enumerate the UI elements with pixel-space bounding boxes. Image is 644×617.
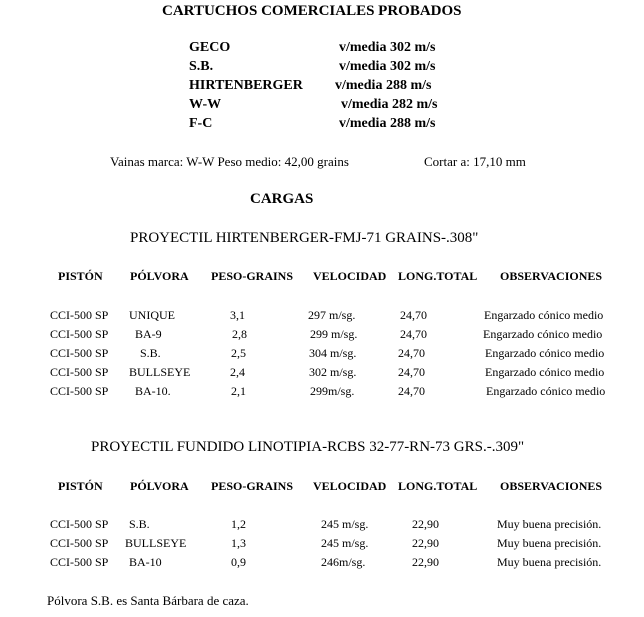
footnote: Pólvora S.B. es Santa Bárbara de caza. — [47, 593, 249, 608]
table-cell: Muy buena precisión. — [497, 536, 602, 550]
cartridge-speed: v/media 302 m/s — [339, 40, 436, 55]
table-cell: 2,1 — [231, 384, 246, 398]
table-cell: 1,2 — [231, 517, 246, 531]
table-cell: 299 m/sg. — [310, 327, 358, 341]
table-cell: BA-10 — [129, 555, 162, 569]
table-cell: CCI-500 SP — [50, 555, 109, 569]
cartridge-speed: v/media 282 m/s — [341, 97, 438, 112]
table-cell: BULLSEYE — [125, 536, 187, 550]
table-cell: Engarzado cónico medio — [485, 346, 605, 360]
header-piston: PISTÓN — [58, 479, 103, 493]
cartridge-speed: v/media 288 m/s — [339, 116, 436, 131]
table-cell: 24,70 — [398, 365, 425, 379]
header-observaciones: OBSERVACIONES — [500, 269, 603, 283]
table-cell: 24,70 — [400, 308, 427, 322]
header-velocidad: VELOCIDAD — [313, 479, 387, 493]
table-cell: 22,90 — [412, 517, 439, 531]
table-cell: Muy buena precisión. — [497, 517, 602, 531]
section-title-cargas: CARGAS — [250, 191, 314, 207]
cartridge-speed: v/media 302 m/s — [339, 59, 436, 74]
table-cell: Engarzado cónico medio — [484, 308, 604, 322]
table-cell: 245 m/sg. — [321, 517, 369, 531]
table-cell: 24,70 — [398, 346, 425, 360]
page-title: CARTUCHOS COMERCIALES PROBADOS — [162, 3, 462, 19]
vainas-info: Vainas marca: W-W Peso medio: 42,00 grains — [110, 154, 349, 169]
table-cell: CCI-500 SP — [50, 327, 109, 341]
cartridge-brand: W-W — [189, 97, 222, 112]
header-long: LONG.TOTAL — [398, 479, 478, 493]
table-cell: 245 m/sg. — [321, 536, 369, 550]
cartridge-brand: HIRTENBERGER — [189, 78, 303, 93]
table2-title: PROYECTIL FUNDIDO LINOTIPIA-RCBS 32-77-RN-73 GRS.-.309" — [91, 439, 525, 455]
header-polvora: PÓLVORA — [130, 269, 189, 283]
table-cell: CCI-500 SP — [50, 536, 109, 550]
table-cell: 24,70 — [398, 384, 425, 398]
table-cell: Muy buena precisión. — [497, 555, 602, 569]
header-peso: PESO-GRAINS — [211, 479, 294, 493]
table-cell: BA-10. — [135, 384, 171, 398]
header-velocidad: VELOCIDAD — [313, 269, 387, 283]
table-cell: Engarzado cónico medio — [483, 327, 603, 341]
table-cell: 2,5 — [231, 346, 246, 360]
table-cell: CCI-500 SP — [50, 517, 109, 531]
header-peso: PESO-GRAINS — [211, 269, 294, 283]
table-cell: 246m/sg. — [321, 555, 366, 569]
table1-title: PROYECTIL HIRTENBERGER-FMJ-71 GRAINS-.308" — [130, 230, 479, 246]
table-cell: 0,9 — [231, 555, 246, 569]
cartridge-brand: S.B. — [189, 59, 214, 74]
table-cell: BULLSEYE — [129, 365, 191, 379]
cartridge-brand: GECO — [189, 40, 231, 55]
table-cell: 22,90 — [412, 555, 439, 569]
table-cell: 2,8 — [232, 327, 247, 341]
header-long: LONG.TOTAL — [398, 269, 478, 283]
table-cell: CCI-500 SP — [50, 346, 109, 360]
table-cell: 3,1 — [230, 308, 245, 322]
cartridge-brand: F-C — [189, 116, 213, 131]
table-cell: Engarzado cónico medio — [486, 384, 606, 398]
table-cell: 302 m/sg. — [309, 365, 357, 379]
header-polvora: PÓLVORA — [130, 479, 189, 493]
table-cell: UNIQUE — [129, 308, 175, 322]
table-cell: 297 m/sg. — [308, 308, 356, 322]
header-observaciones: OBSERVACIONES — [500, 479, 603, 493]
table-cell: S.B. — [140, 346, 161, 360]
table-cell: CCI-500 SP — [50, 308, 109, 322]
table-cell: CCI-500 SP — [50, 365, 109, 379]
table-cell: 299m/sg. — [310, 384, 355, 398]
table-cell: BA-9 — [135, 327, 162, 341]
header-piston: PISTÓN — [58, 269, 103, 283]
table-cell: CCI-500 SP — [50, 384, 109, 398]
table-cell: 22,90 — [412, 536, 439, 550]
table-cell: 2,4 — [230, 365, 245, 379]
table-cell: 1,3 — [231, 536, 246, 550]
cartridge-speed: v/media 288 m/s — [335, 78, 432, 93]
table-cell: 24,70 — [400, 327, 427, 341]
table-cell: S.B. — [129, 517, 150, 531]
table-cell: Engarzado cónico medio — [485, 365, 605, 379]
table-cell: 304 m/sg. — [309, 346, 357, 360]
cut-length: Cortar a: 17,10 mm — [424, 154, 526, 169]
